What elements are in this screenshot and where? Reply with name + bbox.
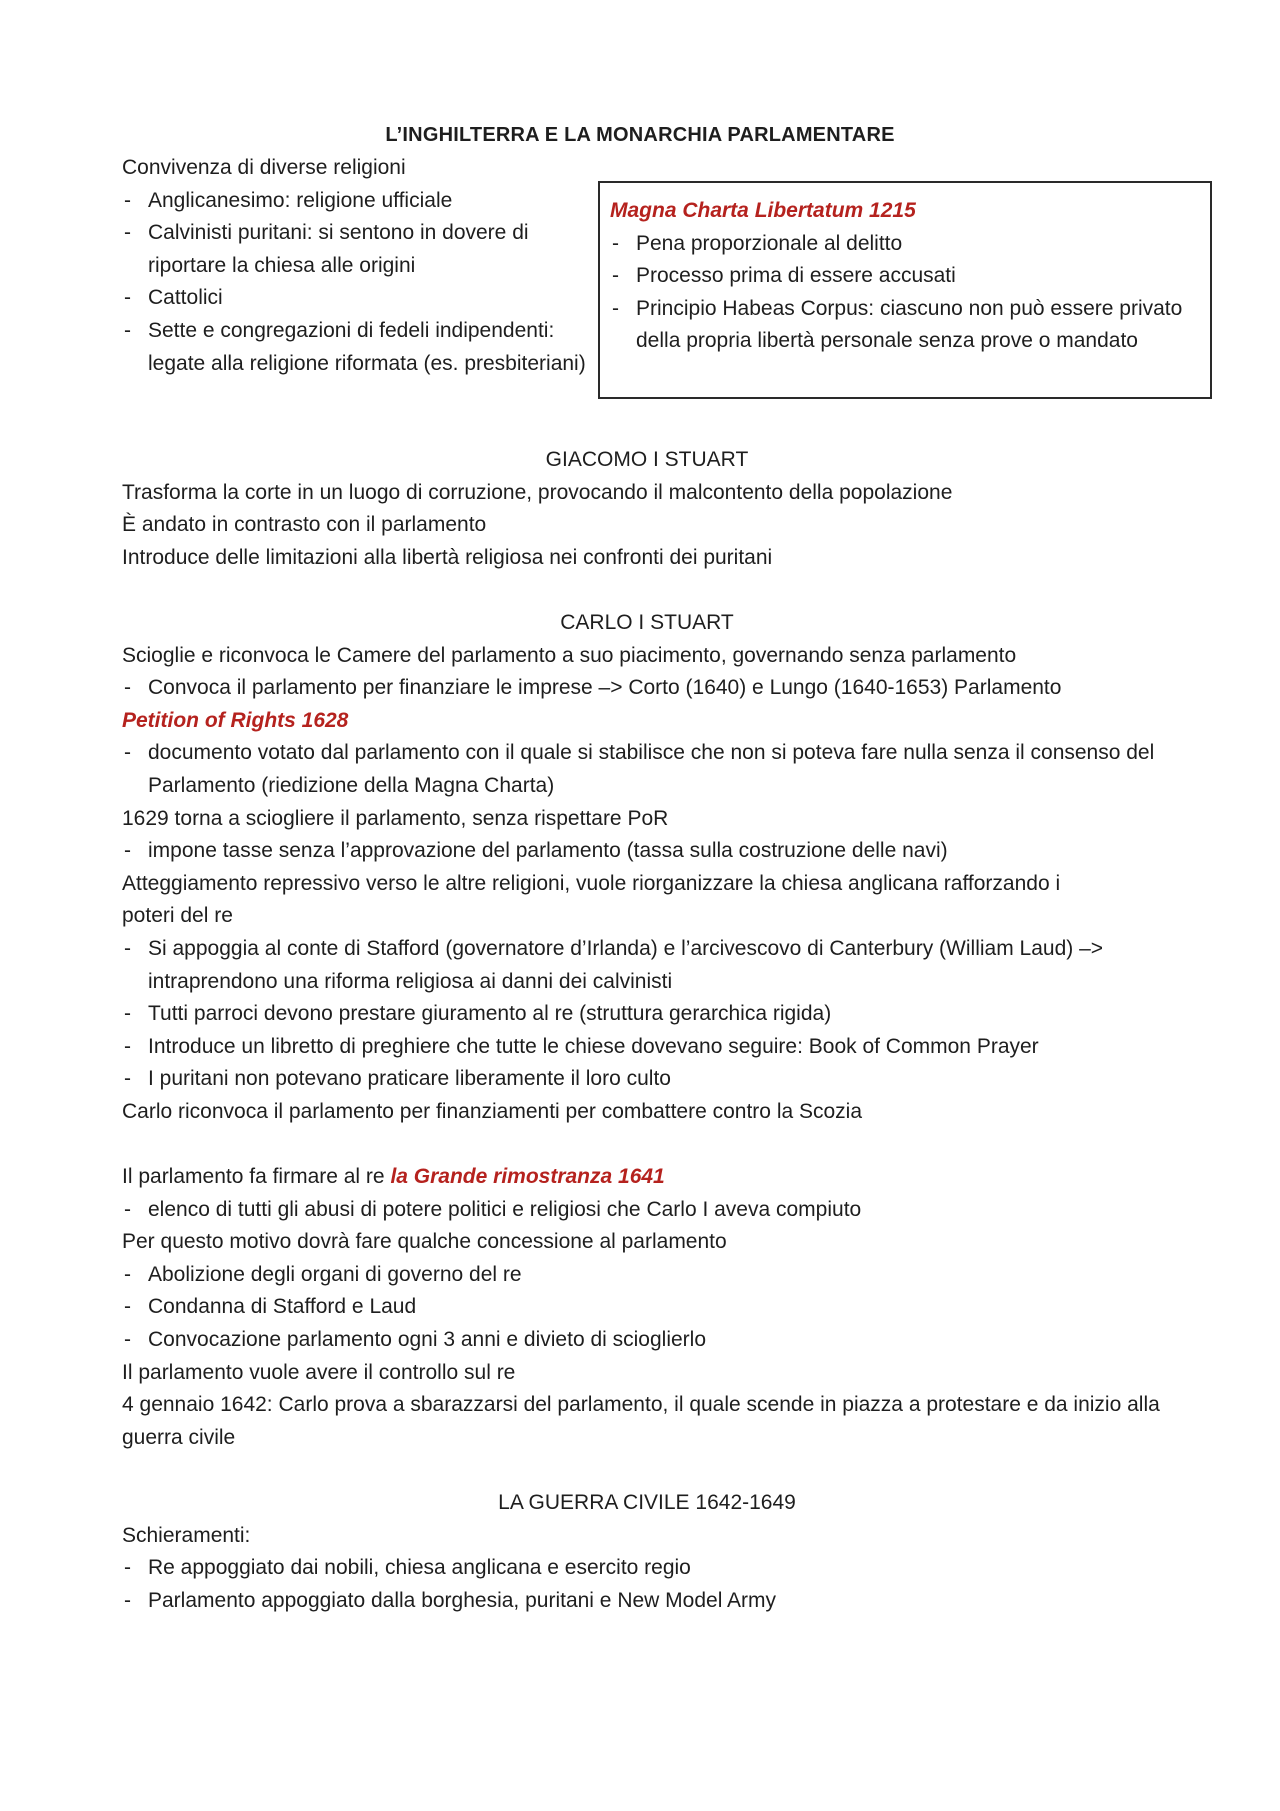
text-line: Scioglie e riconvoca le Camere del parlamento a suo piacimento, governando senza parlamento [122,643,1017,667]
bullet-item: - elenco di tutti gli abusi di potere politici e religiosi che Carlo I aveva compiuto [122,1194,1172,1227]
religion-item: - Calvinisti puritani: si sentono in dovere di riportare la chiesa alle origini [122,217,592,282]
main-content [122,444,1172,1617]
religions-intro: Convivenza di diverse religioni [122,156,406,179]
bullet-item: - Tutti parroci devono prestare giuramento al re (struttura gerarchica rigida) [122,998,1172,1031]
text-line: Per questo motivo dovrà fare qualche concessione al parlamento [122,1230,727,1254]
bullet-item: - Convoca il parlamento per finanziare le imprese –> Corto (1640) e Lungo (1640-1653) Parlamento [122,672,1108,705]
rimostranza-intro [122,1161,1172,1194]
bullet-item: - Convocazione parlamento ogni 3 anni e divieto di scioglierlo [122,1324,1172,1357]
bullet-item: - I puritani non potevano praticare liberamente il loro culto [122,1063,1172,1096]
bullet-item: - Si appoggia al conte di Stafford (governatore d’Irlanda) e l’arcivescovo di Canterbury (William Laud) –> intraprendono una riforma religiosa ai danni dei calvinisti [122,933,1178,998]
rimostranza-intro-text: Il parlamento fa firmare al re [122,1165,391,1189]
magna-charta-box [598,181,1212,399]
text-line: Carlo riconvoca il parlamento per finanziamenti per combattere contro la Scozia [122,1099,863,1123]
bullet-item: - documento votato dal parlamento con il quale si stabilisce che non si poteva fare nulla senza il consenso del Parlamento (riedizione della Magna Charta) [122,737,1168,802]
rimostranza-highlight: la Grande rimostranza 1641 [390,1165,665,1189]
section-heading-guerra: LA GUERRA CIVILE 1642-1649 [498,1491,796,1514]
magna-charta-item: - Processo prima di essere accusati [610,260,1196,293]
text-line: 1629 torna a sciogliere il parlamento, senza rispettare PoR [122,806,669,830]
text-line: 4 gennaio 1642: Carlo prova a sbarazzarsi del parlamento, il quale scende in piazza a protestare e da inizio alla guerra civile [122,1393,1160,1449]
text-line: Trasforma la corte in un luogo di corruzione, provocando il malcontento della popolazione [122,480,953,504]
petition-title: Petition of Rights 1628 [122,708,349,732]
document-title: L’INGHILTERRA E LA MONARCHIA PARLAMENTARE [385,124,895,146]
religion-item: - Cattolici [122,282,592,315]
bullet-item: - Introduce un libretto di preghiere che tutte le chiese dovevano seguire: Book of Common Prayer [122,1031,1148,1064]
magna-charta-item: - Pena proporzionale al delitto [610,228,1196,261]
text-line: Il parlamento vuole avere il controllo sul re [122,1360,516,1384]
bullet-item: - Re appoggiato dai nobili, chiesa anglicana e esercito regio [122,1552,1172,1585]
magna-charta-item: - Principio Habeas Corpus: ciascuno non può essere privato della propria libertà personale senza prove o mandato [610,293,1196,358]
text-line: Atteggiamento repressivo verso le altre religioni, vuole riorganizzare la chiesa anglicana rafforzando i poteri del re [122,871,1061,928]
text-line: Introduce delle limitazioni alla libertà religiosa nei confronti dei puritani [122,545,773,569]
religions-section [122,152,592,380]
bullet-item: - Condanna di Stafford e Laud [122,1291,1172,1324]
religion-item: - Anglicanesimo: religione ufficiale [122,185,592,218]
bullet-item: - impone tasse senza l’approvazione del parlamento (tassa sulla costruzione delle navi) [122,835,1172,868]
text-line: È andato in contrasto con il parlamento [122,513,487,537]
section-heading-carlo: CARLO I STUART [560,610,734,634]
text-line: Schieramenti: [122,1523,251,1547]
bullet-item: - Abolizione degli organi di governo del re [122,1259,1172,1292]
religion-item: - Sette e congregazioni di fedeli indipendenti: legate alla religione riformata (es. presbiteriani) [122,315,592,380]
section-heading-giacomo: GIACOMO I STUART [545,448,749,471]
magna-charta-title: Magna Charta Libertatum 1215 [610,199,916,222]
bullet-item: - Parlamento appoggiato dalla borghesia, puritani e New Model Army [122,1585,1172,1618]
